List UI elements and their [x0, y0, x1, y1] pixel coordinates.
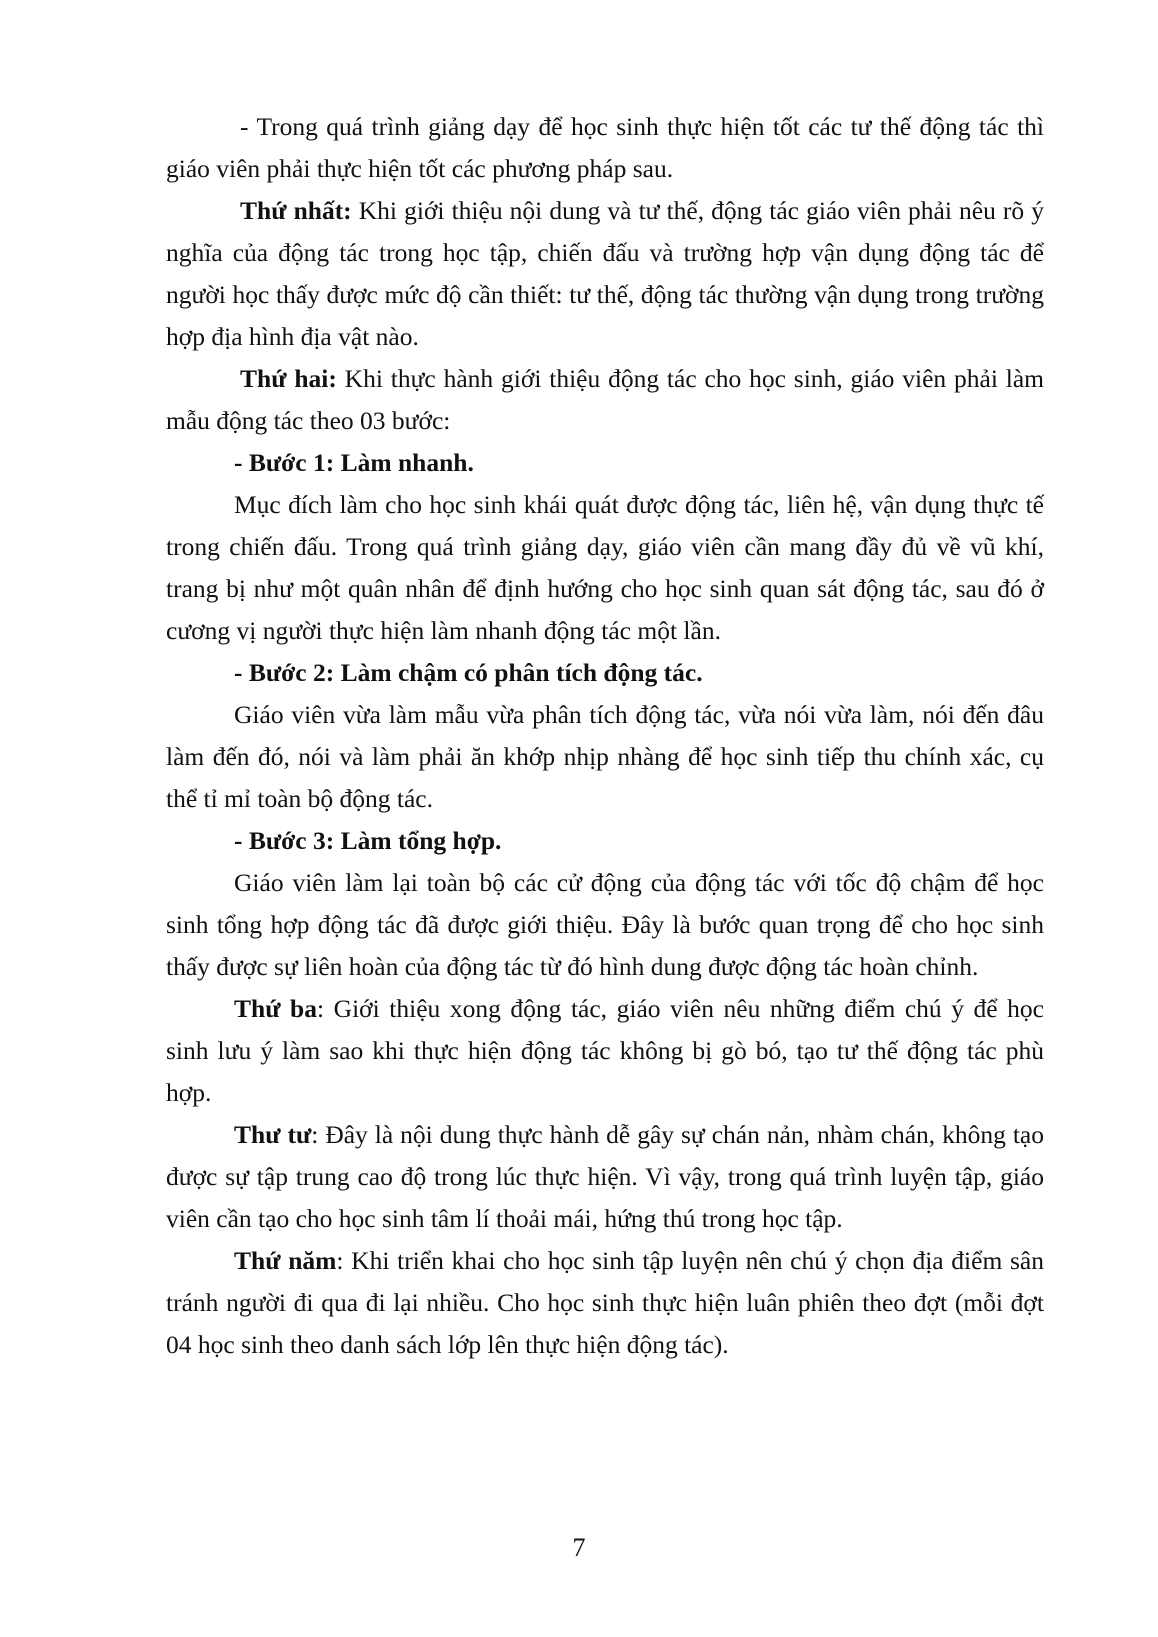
step-heading-text: - Bước 1: Làm nhanh.: [234, 448, 474, 477]
step-heading-text: - Bước 3: Làm tổng hợp.: [234, 826, 502, 855]
step-1-heading: [166, 442, 1044, 484]
paragraph-text: - Trong quá trình giảng dạy để học sinh thực hiện tốt các tư thế động tác thì giáo viên phải thực hiện tốt các phương pháp sau.: [166, 112, 1044, 183]
paragraph-step-3: [166, 862, 1044, 988]
step-2-heading: [166, 652, 1044, 694]
paragraph-lead: Thứ hai:: [240, 364, 337, 393]
paragraph-text: : Giới thiệu xong động tác, giáo viên nêu những điểm chú ý để học sinh lưu ý làm sao khi thực hiện động tác không bị gò bó, tạo tư thế động tác phù hợp.: [166, 994, 1044, 1107]
paragraph-text: Mục đích làm cho học sinh khái quát được động tác, liên hệ, vận dụng thực tế trong chiến đấu. Trong quá trình giảng dạy, giáo viên cần mang đầy đủ về vũ khí, trang bị như một quân nhân để định hướng cho học sinh quan sát động tác, sau đó ở cương vị người thực hiện làm nhanh động tác một lần.: [166, 490, 1044, 645]
paragraph-lead: Thứ nhất:: [240, 196, 352, 225]
step-heading-text: - Bước 2: Làm chậm có phân tích động tác.: [234, 658, 703, 687]
paragraph-text: Giáo viên làm lại toàn bộ các cử động của động tác với tốc độ chậm để học sinh tổng hợp động tác đã được giới thiệu. Đây là bước quan trọng để cho học sinh thấy được sự liên hoàn của động tác từ đó hình dung được động tác hoàn chỉnh.: [166, 868, 1044, 981]
paragraph-thu-nam: [166, 1240, 1044, 1366]
paragraph-lead: Thư tư: [234, 1120, 312, 1149]
page-number: 7: [572, 1533, 586, 1562]
paragraph-text: Khi thực hành giới thiệu động tác cho học sinh, giáo viên phải làm mẫu động tác theo 03 bước:: [166, 364, 1044, 435]
paragraph-thu-nhat: [166, 190, 1044, 358]
document-body: [166, 106, 1044, 1366]
paragraph-step-1: [166, 484, 1044, 652]
step-3-heading: [166, 820, 1044, 862]
paragraph-text: Giáo viên vừa làm mẫu vừa phân tích động tác, vừa nói vừa làm, nói đến đâu làm đến đó, nói và làm phải ăn khớp nhịp nhàng để học sinh tiếp thu chính xác, cụ thể tỉ mỉ toàn bộ động tác.: [166, 700, 1044, 813]
paragraph-intro: [166, 106, 1044, 190]
paragraph-thu-ba: [166, 988, 1044, 1114]
paragraph-text: Khi giới thiệu nội dung và tư thế, động tác giáo viên phải nêu rõ ý nghĩa của động tác trong học tập, chiến đấu và trường hợp vận dụng động tác để người học thấy được mức độ cần thiết: tư thế, động tác thường vận dụng trong trường hợp địa hình địa vật nào.: [166, 196, 1045, 351]
paragraph-text: : Đây là nội dung thực hành dễ gây sự chán nản, nhàm chán, không tạo được sự tập trung cao độ trong lúc thực hiện. Vì vậy, trong quá trình luyện tập, giáo viên cần tạo cho học sinh tâm lí thoải mái, hứng thú trong học tập.: [166, 1120, 1044, 1233]
paragraph-thu-hai: [166, 358, 1044, 442]
paragraph-step-2: [166, 694, 1044, 820]
paragraph-lead: Thứ ba: [234, 994, 317, 1023]
paragraph-lead: Thứ năm: [234, 1246, 337, 1275]
paragraph-text: : Khi triển khai cho học sinh tập luyện nên chú ý chọn địa điểm sân tránh người đi qua đi lại nhiều. Cho học sinh thực hiện luân phiên theo đợt (mỗi đợt 04 học sinh theo danh sách lớp lên thực hiện động tác).: [166, 1246, 1044, 1359]
paragraph-thu-tu: [166, 1114, 1044, 1240]
